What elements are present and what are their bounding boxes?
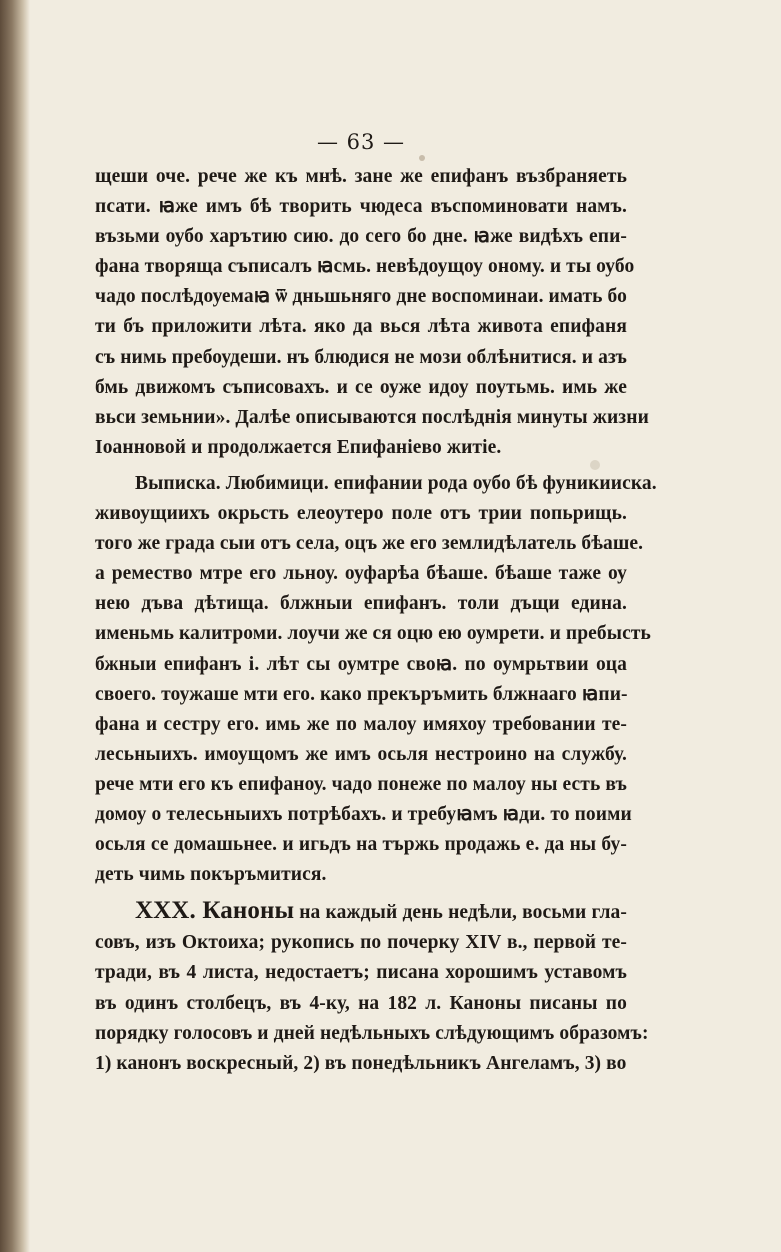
text-line: фана и сестру его. имь же по малоу имяхоу требовании те- xyxy=(95,713,627,735)
text-line: живоущиихъ окрьсть елеоутеро поле отъ трии попьрищь. xyxy=(95,503,627,525)
text-line: въ одинъ столбецъ, въ 4-ку, на 182 л. Каноны писаны по xyxy=(95,992,627,1014)
text-line: псати. ꙗже имъ бѣ творить чюдеса въспоминовати намъ. xyxy=(95,196,627,218)
paper-stain xyxy=(590,460,600,470)
text-line: лесьныихъ. имоущомъ же имъ осьля нестроино на службу. xyxy=(95,743,627,765)
text-line: съ нимь пребоудеши. нъ блюдися не мози облѣнитися. и азъ xyxy=(95,346,627,368)
text-line: Іоанновой и продолжается Епифаніево житіе. xyxy=(95,436,502,458)
text-line: деть чимь покъръмитися. xyxy=(95,864,327,886)
page-number: — 63 — xyxy=(316,130,406,154)
text-line: совъ, изъ Октоиха; рукопись по почерку XIV в., первой те- xyxy=(95,932,627,954)
text-line: именьмь калитроми. лоучи же ся оцю ею оумрети. и пребысть xyxy=(95,623,651,645)
text-run: на каждый день недѣли, восьми гла- xyxy=(294,902,627,924)
page-body xyxy=(95,162,657,1079)
section-lead: XXX. Каноны xyxy=(135,897,295,925)
ink-spot xyxy=(419,155,425,161)
text-line: а ремество мтре его льноу. оуфарѣа бѣаше. бѣаше таже оу xyxy=(95,563,627,585)
text-line: домоу о телесьныихъ потрѣбахъ. и требуꙗмъ ꙗди. то поими xyxy=(95,803,632,825)
text-line: възьми оубо харътию сию. до сего бо дне. ꙗже видѣхъ епи- xyxy=(95,226,627,248)
text-line: чадо послѣдоуемаꙗ ѿ дньшьняго дне воспоминаи. имать бо xyxy=(95,286,627,308)
book-spine-shadow xyxy=(0,0,30,1252)
text-line: фана творяща съписалъ ꙗсмь. невѣдоущоу оному. и ты оубо xyxy=(95,256,635,278)
text-line: осьля се домашьнее. и игьдъ на тържь продажь е. да ны бу- xyxy=(95,834,627,856)
paragraph-p3 xyxy=(95,896,649,1079)
text-line: бжныи епифанъ і. лѣт сы оумтре своꙗ. по оумрьтвии оца xyxy=(95,653,627,675)
text-line: нею дъва дѣтища. блжныи епифанъ. толи дъщи едина. xyxy=(95,593,627,615)
text-line: тради, въ 4 листа, недостаетъ; писана хорошимъ уставомъ xyxy=(95,962,627,984)
book-page xyxy=(95,122,657,1202)
text-line: щеши оче. рече же къ мнѣ. зане же епифанъ възбраняеть xyxy=(95,166,627,187)
text-line: 1) канонъ воскресный, 2) въ понедѣльникъ Ангеламъ, 3) во xyxy=(95,1052,627,1074)
text-line: своего. тоужаше мти его. како прекъръмить блжнааго ꙗпи- xyxy=(95,683,628,705)
text-line: Выписка. Любимици. епифании рода оубо бѣ фуникииска. xyxy=(135,472,657,494)
text-line: того же града сыи отъ села, оцъ же его землидѣлатель бѣаше. xyxy=(95,533,644,555)
text-line: вьси земьнии». Далѣе описываются послѣднія минуты жизни xyxy=(95,406,649,428)
text-line: бмь движомъ съписовахъ. и се оуже идоу поутьмь. имь же xyxy=(95,376,627,398)
text-line xyxy=(95,896,627,928)
text-line: рече мти его къ епифаноу. чадо понеже по малоу ны есть въ xyxy=(95,773,627,795)
text-line: ти бъ приложити лѣта. яко да вься лѣта живота епифаня xyxy=(95,316,627,338)
text-line: порядку голосовъ и дней недѣльныхъ слѣдующимъ образомъ: xyxy=(95,1022,649,1044)
paragraph-p2 xyxy=(95,469,657,890)
paragraph-p1 xyxy=(95,162,649,463)
